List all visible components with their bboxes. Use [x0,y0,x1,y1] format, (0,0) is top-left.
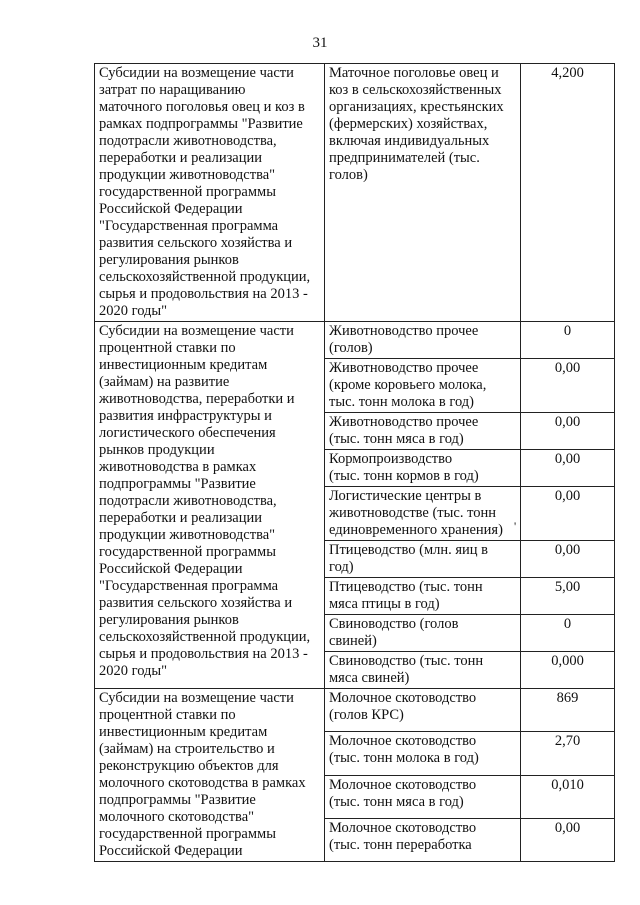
value-cell: 2,70 [521,732,615,775]
indicator-cell: Животноводство прочее (тыс. тонн мяса в год) [325,413,521,450]
value-cell: 0,00 [521,413,615,450]
indicator-cell: Животноводство прочее (голов) [325,322,521,359]
value-cell: 869 [521,689,615,732]
subsidy-description: Субсидии на возмещение части процентной ставки по инвестиционным кредитам (займам) на строительство и реконструкцию объектов для молочного скотоводства в рамках подпрограммы "Развитие молочного скотоводства" государственной программы Российской Федерации [95,689,325,862]
table-row [95,322,615,359]
indicator-cell: Птицеводство (тыс. тонн мяса птицы в год) [325,578,521,615]
table-row [95,689,615,732]
subsidy-description: Субсидии на возмещение части процентной ставки по инвестиционным кредитам (займам) на развитие животноводства, переработки и развития инфраструктуры и логистического обеспечения рынков продукции животноводства в рамках подпрограммы "Развитие подотрасли животноводства, переработки и реализации продукции животноводства" государственной программы Российской Федерации "Государственная программа развития сельского хозяйства и регулирования рынков сельскохозяйственной продукции, сырья и продовольствия на 2013 - 2020 годы" [95,322,325,689]
value-cell: 0,000 [521,652,615,689]
indicator-cell: Свиноводство (голов свиней) [325,615,521,652]
value-cell: 0 [521,322,615,359]
subsidy-table [94,63,615,862]
value-cell: 0,00 [521,450,615,487]
indicator-cell: Маточное поголовье овец и коз в сельскохозяйственных организациях, крестьянских (фермерских) хозяйствах, включая индивидуальных предпринимателей (тыс. голов) [325,64,521,322]
value-cell: 0 [521,615,615,652]
value-cell: 0,00 [521,487,615,541]
value-cell: 0,00 [521,541,615,578]
indicator-cell: Молочное скотоводство (голов КРС) [325,689,521,732]
table-row [95,64,615,322]
value-cell: 0,010 [521,775,615,818]
indicator-cell: Животноводство прочее (кроме коровьего молока, тыс. тонн молока в год) [325,359,521,413]
indicator-cell: Молочное скотоводство (тыс. тонн молока в год) [325,732,521,775]
value-cell: 5,00 [521,578,615,615]
page-number: 31 [312,35,328,51]
subsidy-description: Субсидии на возмещение части затрат по наращиванию маточного поголовья овец и коз в рамках подпрограммы "Развитие подотрасли животноводства, переработки и реализации продукции животноводства" государственной программы Российской Федерации "Государственная программа развития сельского хозяйства и регулирования рынков сельскохозяйственной продукции, сырья и продовольствия на 2013 - 2020 годы" [95,64,325,322]
value-cell: 0,00 [521,359,615,413]
indicator-cell: Кормопроизводство (тыс. тонн кормов в год) [325,450,521,487]
indicator-cell: Молочное скотоводство (тыс. тонн переработка [325,818,521,861]
value-cell: 4,200 [521,64,615,322]
stray-mark: ' [514,519,517,533]
indicator-cell: Свиноводство (тыс. тонн мяса свиней) [325,652,521,689]
value-cell: 0,00 [521,818,615,861]
indicator-cell: Птицеводство (млн. яиц в год) [325,541,521,578]
indicator-cell: Логистические центры в животноводстве (тыс. тонн единовременного хранения) [325,487,521,541]
indicator-cell: Молочное скотоводство (тыс. тонн мяса в год) [325,775,521,818]
